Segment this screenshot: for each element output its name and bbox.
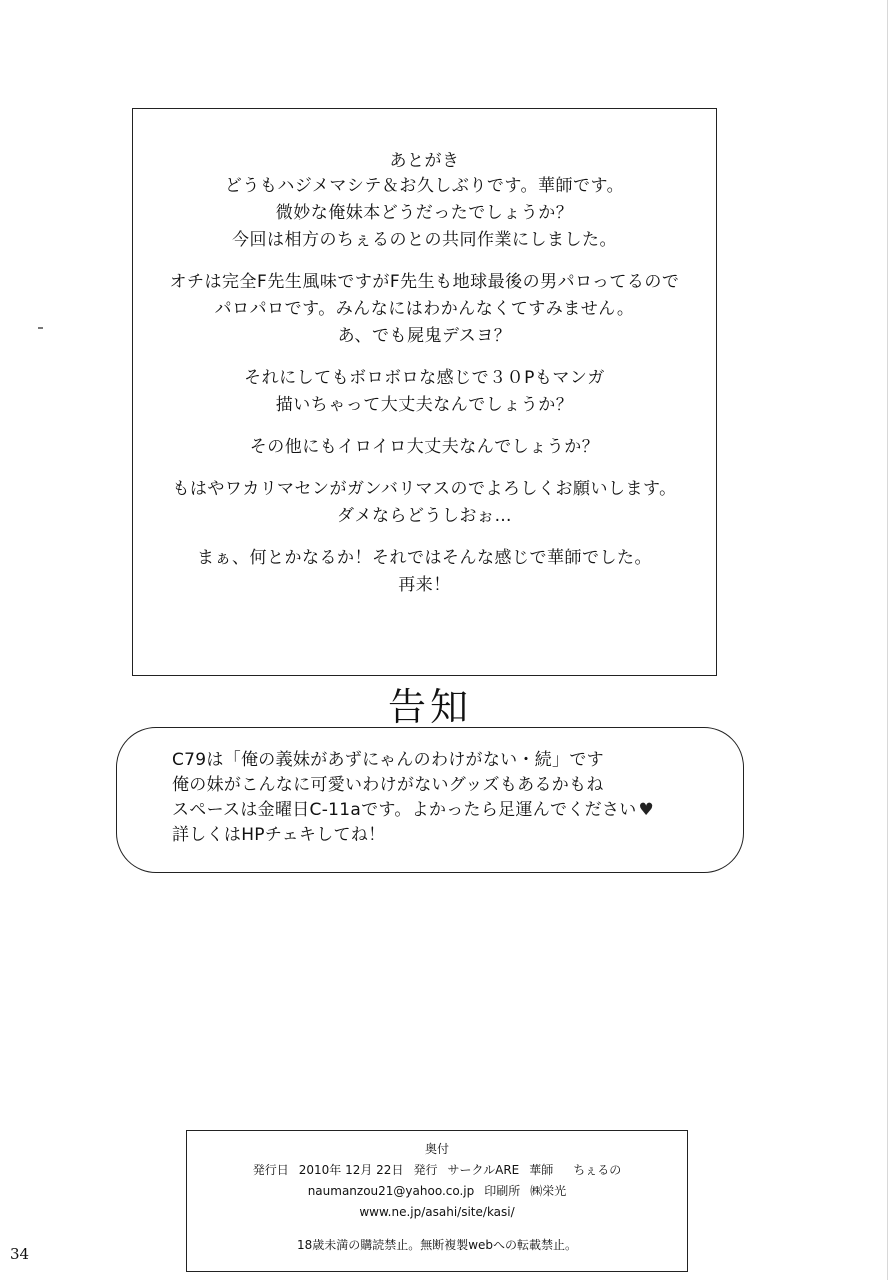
age-warning: 18歳未満の購読禁止。無断複製webへの転載禁止。 bbox=[296, 1238, 578, 1252]
website-url: www.ne.jp/asahi/site/kasi/ bbox=[359, 1205, 515, 1219]
heart-icon: ♥ bbox=[638, 800, 655, 820]
author-name: 華師 bbox=[529, 1163, 554, 1177]
notice-line-text: スペースは金曜日C-11aです。よかったら足運んでください bbox=[172, 800, 637, 820]
page-edge-line bbox=[887, 0, 888, 1280]
colophon-box bbox=[186, 1130, 688, 1272]
afterword-line: もはやワカリマセンがガンバリマスのでよろしくお願いします。 bbox=[172, 479, 677, 499]
afterword-paragraph bbox=[133, 173, 716, 254]
afterword-line: どうもハジメマシテ＆お久しぶりです。華師です。 bbox=[224, 176, 625, 196]
scan-speck bbox=[38, 327, 43, 329]
issue-label: 発行日 bbox=[252, 1163, 289, 1177]
afterword-text bbox=[133, 149, 716, 599]
notice-text bbox=[172, 748, 654, 848]
colophon-title: 奥付 bbox=[424, 1142, 449, 1156]
notice-line: 詳しくはHPチェキしてね！ bbox=[172, 825, 386, 845]
printer-label: 印刷所 bbox=[484, 1184, 521, 1198]
colophon-contact-line bbox=[187, 1181, 687, 1202]
notice-heading: 告知 bbox=[387, 685, 472, 729]
colophon-text bbox=[187, 1139, 687, 1256]
colophon-issue-line bbox=[187, 1160, 687, 1181]
issue-date: 2010年 12月 22日 bbox=[298, 1163, 404, 1177]
afterword-paragraph bbox=[133, 476, 716, 530]
publisher-label: 発行 bbox=[413, 1163, 438, 1177]
afterword-title: あとがき bbox=[389, 151, 460, 171]
afterword-line: その他にもイロイロ大丈夫なんでしょうか？ bbox=[249, 437, 600, 457]
afterword-line: パロパロです。みんなにはわかんなくてすみません。 bbox=[214, 299, 635, 319]
notice-line-with-heart bbox=[172, 798, 654, 823]
notice-line: C79は「俺の義妹があずにゃんのわけがない・続」です bbox=[172, 750, 604, 770]
afterword-paragraph bbox=[133, 434, 716, 461]
afterword-line: まぁ、何とかなるか！それではそんな感じで華師でした。 bbox=[197, 548, 652, 568]
afterword-line: 再来！ bbox=[398, 575, 451, 595]
printer-name: ㈱栄光 bbox=[530, 1184, 567, 1198]
afterword-line: 微妙な俺妹本どうだったでしょうか？ bbox=[275, 203, 574, 223]
page-number: 34 bbox=[10, 1245, 30, 1263]
afterword-line: 今回は相方のちぇるのとの共同作業にしました。 bbox=[232, 230, 617, 250]
notice-line: 俺の妹がこんなに可愛いわけがないグッズもあるかもね bbox=[172, 775, 604, 795]
afterword-paragraph bbox=[133, 545, 716, 599]
afterword-paragraph bbox=[133, 269, 716, 350]
afterword-box bbox=[132, 108, 717, 676]
afterword-line: あ、でも屍鬼デスヨ？ bbox=[337, 326, 512, 346]
circle-name: サークルARE bbox=[447, 1163, 520, 1177]
afterword-line: 描いちゃって大丈夫なんでしょうか？ bbox=[275, 395, 574, 415]
afterword-line: ダメならどうしおぉ… bbox=[337, 506, 512, 526]
afterword-paragraph bbox=[133, 365, 716, 419]
notice-box bbox=[116, 727, 744, 873]
author-name: ちぇるの bbox=[573, 1163, 622, 1177]
email-address: naumanzou21@yahoo.co.jp bbox=[307, 1184, 475, 1198]
afterword-line: オチは完全F先生風味ですがF先生も地球最後の男パロってるので bbox=[169, 272, 680, 292]
afterword-line: それにしてもボロボロな感じで３０Pもマンガ bbox=[244, 368, 605, 388]
